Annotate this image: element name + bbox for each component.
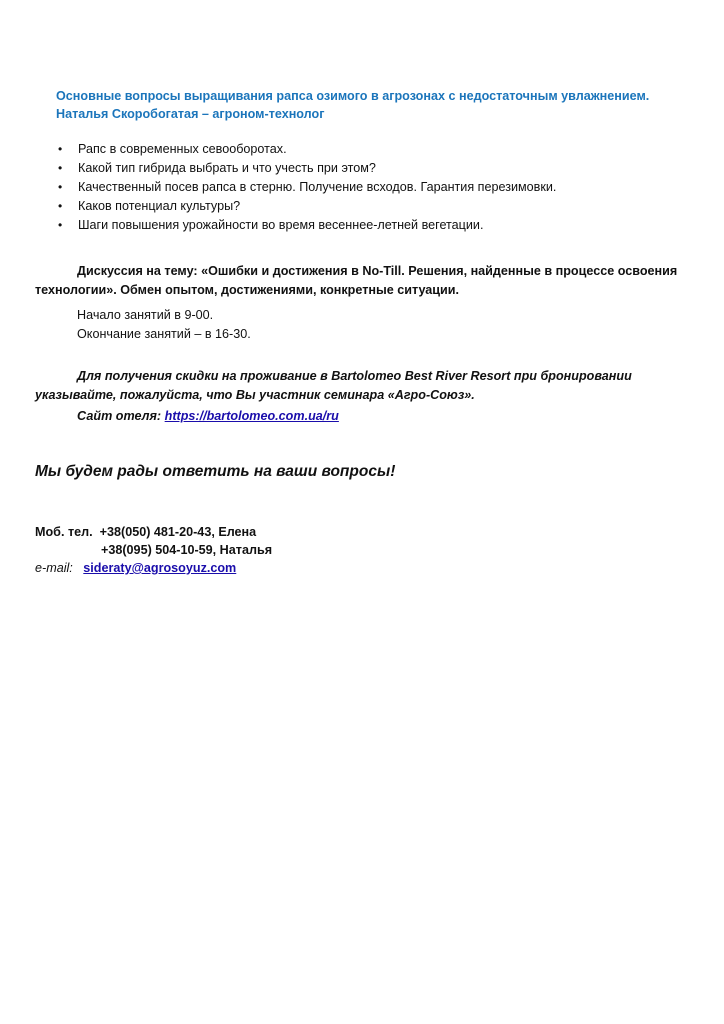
seminar-heading [56, 87, 696, 123]
phone-row-1 [35, 523, 272, 541]
email-label: e-mail: [35, 561, 73, 575]
list-item: • Качественный посев рапса в стерню. Получение всходов. Гарантия перезимовки. [56, 178, 696, 197]
contact-block [35, 523, 272, 577]
heading-topic: Основные вопросы выращивания рапса озимого в агрозонах с недостаточным увлажнением. [56, 89, 650, 103]
schedule [77, 306, 251, 344]
phone-number-elena: +38(050) 481-20-43, Елена [99, 525, 257, 539]
bullet-icon: • [58, 161, 63, 175]
list-item: • Каков потенциал культуры? [56, 197, 696, 216]
bullet-icon: • [58, 180, 63, 194]
end-time: Окончание занятий – в 16-30. [77, 327, 251, 341]
hotel-link[interactable]: https://bartolomeo.com.ua/ru [164, 409, 339, 423]
start-time: Начало занятий в 9-00. [77, 308, 214, 322]
phone-number-natalia: +38(095) 504-10-59, Наталья [101, 543, 273, 557]
bullet-icon: • [58, 218, 63, 232]
email-row [35, 559, 272, 577]
phone-label: Моб. тел. [35, 525, 93, 539]
bullet-icon: • [58, 142, 63, 156]
bullet-icon: • [58, 199, 63, 213]
hotel-site-label: Сайт отеля: [77, 409, 165, 423]
hotel-site [77, 407, 339, 426]
list-item: • Какой тип гибрида выбрать и что учесть при этом? [56, 159, 696, 178]
list-item: • Шаги повышения урожайности во время весеннее-летней вегетации. [56, 216, 696, 235]
heading-speaker: Наталья Скоробогатая – агроном-технолог [56, 107, 325, 121]
discount-paragraph: Для получения скидки на проживание в Bartolomeo Best River Resort при бронировании указывайте, пожалуйста, что Вы участник семинара «Агро-Союз». [35, 369, 632, 402]
email-link[interactable]: sideraty@agrosoyuz.com [83, 561, 237, 575]
phone-row-2 [35, 541, 272, 559]
discussion-paragraph: Дискуссия на тему: «Ошибки и достижения в No-Till. Решения, найденные в процессе освоения технологии». Обмен опытом, достижениями, конкретные ситуации. [35, 264, 678, 297]
welcome-message: Мы будем рады ответить на ваши вопросы! [35, 463, 396, 480]
topic-list [56, 140, 696, 235]
list-item: • Рапс в современных севооборотах. [56, 140, 696, 159]
